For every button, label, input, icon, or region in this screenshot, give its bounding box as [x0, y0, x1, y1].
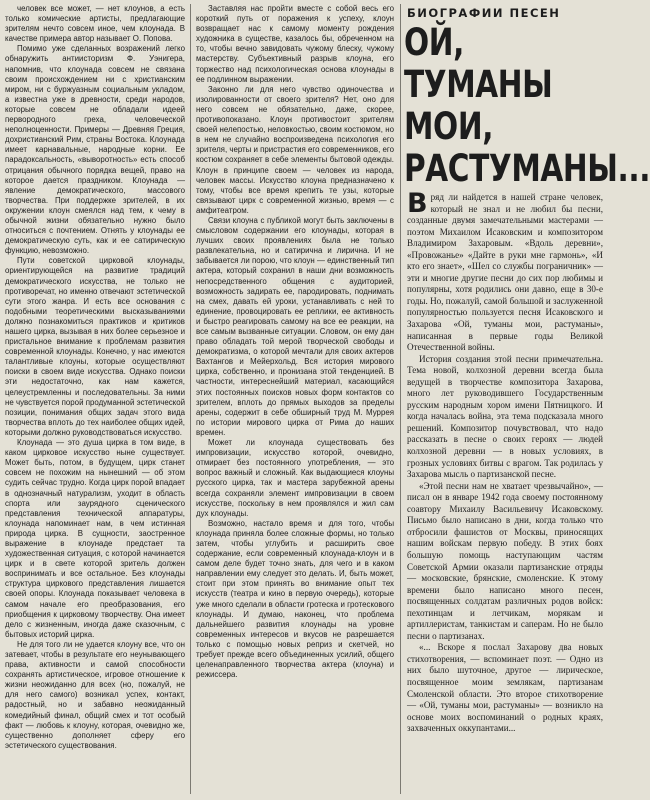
article-paragraph: Законно ли для него чувство одиночества и изолированности от своего зрителя? Нет, оно для него совсем не обязательно, даже, скорее, противопоказано. Клоун противостоит зрителям своей нелепостью, неловкостью, своим костюмом, но в нем не случайно воспроизведена психология его зрителя, черты и пристрастия его современников, его костюм сохраняет в себе элементы бытовой одежды. Клоун в принципе своем — человек из народа, человек массы. Искусство клоуна предназначено к тому, чтобы все время крепить те узы, которые связывают цирк с современной жизнью, время — с амфитеатром.: [196, 84, 394, 215]
story-paragraph: История создания этой песни примечательна. Тема новой, колхозной деревни всегда была ведущей в творчестве композитора Захарова, много лет руководившего Государственным русским народным хором имени Пятницкого. И когда началась война, эта тема подсказала много решений. Композитор почувствовал, что надо рассказать в песне о своих героях — людей колхозной деревни — в новых условиях, в грозных условиях битвы с врагом. Так родилась у Захарова мысль о партизанской песне.: [407, 353, 603, 480]
story-paragraph: «... Вскоре я послал Захарову два новых стихотворения, — вспоминает поэт. — Одно из них было шуточное, другое — лирическое, посвященное моим землякам, партизанам Смоленской области. Это второе стихотворение — «Ой, туманы мои, растуманы» — возникло на основе моих воспоминаний о родных краях, захваченных оккупантами...: [407, 642, 603, 734]
column-divider: [400, 4, 401, 794]
drop-cap: В: [407, 188, 428, 219]
article-paragraph: человек все может, — нет клоунов, а есть только комические артисты, предлагающие зрителям нечто совсем иное, чем клоунада. В качестве примера автор называет О. Попова.: [5, 4, 185, 44]
article-column-2: [196, 4, 394, 798]
article-paragraph: Клоунада — это душа цирка в том виде, в каком цирковое искусство ныне существует. Может быть, потом, в будущем, цирк станет совсем не похожим на нынешний — об этом судить сейчас трудно. Когда цирк порой впадает в однозначный натурализм, уходит в область спорта или заурядного сценического представления технической аппаратуры, клоунада напоминает нам, в чем истинная природа цирка. В сущности, заостренное выражение в клоунаде предстает та художественная ситуация, с которой начинается цирк и в свете которой зритель должен воспринимать и все остальное. Без клоунады структура циркового представления лишается своей опоры. Клоунада показывает человека в самом начале его преобразования, его приобщения к цирковому творчеству. Она имеет дело с жизненным, иногда даже сказочным, с бытовых историй цирка.: [5, 438, 185, 639]
song-story-column: [407, 188, 603, 796]
story-paragraph: [407, 188, 603, 354]
article-paragraph: Помимо уже сделанных возражений легко обнаружить антиисторизм Ф. Уэнигера, напомнив, что клоунада совсем не связана своим происхождением ни с христианским миром, ни с буржуазным социальным укладом, а известна уже в древности, среди народов, которые совсем не обладали идеей первородного греха, человеческой неполноценности. Примеры — Древняя Греция, дохристианский Рим, страны Востока. Клоунада имеет карнавальные, народные корни. Ее парадоксальность, «выворотность» есть способ отрицания обычного порядка вещей, право на которое дается праздником. Клоунада — явление демократического, массового творчества. При поддержке зрителей, в их окружении клоун смеялся над тем, к чему в обычной жизни обязательно нужно было относиться с почтением. Отнять у клоунады ее демократическую суть, как и ее сатирическую функцию, невозможно.: [5, 44, 185, 256]
article-paragraph: Может ли клоунада существовать без импровизации, искусство которой, очевидно, отмирает без постоянного употребления, — это вопрос важный и сложный. Как выдающиеся клоуны русского цирка, так и мастера зарубежной арены всегда сохраняли элемент импровизации в своем искусстве, поскольку в нем проявлялся и жил сам дух клоунады.: [196, 438, 394, 518]
article-paragraph: Возможно, настало время и для того, чтобы клоунада приняла более сложные формы, но только затем, чтобы углубить и расширить свое содержание, если современный клоунада-клоун и в самом деле будет точно знать, для чего и в каком направлении ему следует это делать. И, быть может, стоит при этом принять во внимание опыт тех искусств (театра и кино в первую очередь), которые уже много сделали в области гротеска и гротескового клоунады. И думаю, наконец, что проблема дальнейшего развития клоунады на уровне современных интересов и вкусов не разрешается только с помощью новых реприз и скетчей, но требует прежде всего объединенных усилий, общего целенаправленного творчества актера (клоуна) и режиссера.: [196, 518, 394, 680]
article-paragraph: Не для того ли не удается клоуну все, что он затевает, чтобы в результате его неунывающего права, активности и самой способности сохранять артистическое, игровое отношение к жизни неожиданно для всех (но, пожалуй, не для него самого) возникал успех, контакт, радостный, но и забавно неожиданный комедийный финал, общий смех и тот особый факт — любовь к клоуну, которая, очевидно же, существенно дополняет сферу его эстетического существования.: [5, 639, 185, 750]
headline-line: ОЙ,: [404, 21, 464, 64]
article-column-1: [5, 4, 185, 798]
article-paragraph: Связи клоуна с публикой могут быть заключены в смысловом содержании его клоунады, которая в лучших своих проявлениях была не только развлекательна, но и сатирична и лирична. И не забывается ли порою, что клоун — единственный тип актера, который сохранил в наши дни возможность непосредственного общения с аудиторией, возможность задирать ее, пародировать, поднимать на смех, давать ей уроки, устанавливать с ней то единение, провоцировать ее реплики, ее активность и быстро реагировать самому на все ее реакции, на все самым вызванные ситуации. Словом, он ему дан право обладать той мерой творческой свободы и демократизма, о которой мечтали для своих актеров Вахтангов и Мейерхольд. Вся история мирового цирка, собственно, и пронизана этой тенденцией. В частности, интереснейший материал, касающийся этих постоянных поисков новых форм контактов со зрителем, вплоть до прямых выходов за пределы арены, содержит в себе обширный труд М. Муррея по истории мирового цирка от Рима до наших времен.: [196, 215, 394, 437]
headline-line: РАСТУМАНЫ...: [404, 147, 650, 190]
story-text: ряд ли найдется в нашей стране человек, который не знал и не любил бы песни, созданные двумя замечательными мастерами — поэтом Михаилом Исаковским и композитором Владимиром Захаровым. «Вдоль деревни», «Провожанье» «Дайте в руки мне гармонь», «И кто его знает», «Шел со службы пограничник» — эти и многие другие песни до сих пор любимы и популярны, хотя родились они давно, еще в 30-е годы. Но, пожалуй, самой большой и заслуженной популярностью пользуется песня Исаковского и Захарова «Ой, туманы мои, растуманы», написанная в первые годы Великой Отечественной войны.: [407, 192, 603, 353]
column-divider: [190, 4, 191, 794]
section-rubric: БИОГРАФИИ ПЕСЕН: [407, 6, 561, 20]
headline-line: ТУМАНЫ: [404, 63, 553, 106]
story-paragraph: «Этой песни нам не хватает чрезвычайно», — писал он в январе 1942 года своему постоянному соавтору Михаилу Васильевичу Исаковскому. Письмо было написано в дни, когда только что отбросили фашистов от Москвы, приносящих нашим войскам первую победу. В этих боях большую помощь наступающим частям Советской Армии оказали партизанские отряды — московские, брянские, смоленские. К этому времени было написано много песен, посвященных солдатам различных родов войск: пехотинцам и летчикам, морякам и артиллеристам, танкистам и саперам. Но не было песни о партизанах.: [407, 480, 603, 641]
headline-line: МОИ,: [404, 105, 494, 148]
song-headline: [404, 21, 650, 190]
article-paragraph: Заставляя нас пройти вместе с собой весь его короткий путь от поражения к успеху, клоун возвращает нас к самому моменту рождения художника в существе, казалось бы, обреченном на то, чтобы вечно завидовать чужому блеску, чужому мастерству. Субъективный разрыв клоуна, его торжество над психологическая основа клоунады в ее подлинном выражении.: [196, 4, 394, 84]
article-paragraph: Пути советской цирковой клоунады, ориентирующейся на развитие традиций демократического искусства, не только не противоречат, но именно отвечают эстетической сути этого жанра. И есть все основания с подобными теоретическими высказываниями должно познакомиться практиков и критиков нашего цирка, вызывая в них более серьезное и пристальное внимание к проблемам развития современной клоунады. Конечно, у нас имеются талантливые клоуны, которые осуществляют поиски в своем виде искусства. Однако поиски эти недостаточно, как нам кажется, целеустремленны и последовательны. За ними не чувствуется порой продуманной эстетической позиции, понимания общих задач этого вида творчества вплоть до тех наиболее общих идей, которыми должно руководствоваться искусство.: [5, 256, 185, 437]
